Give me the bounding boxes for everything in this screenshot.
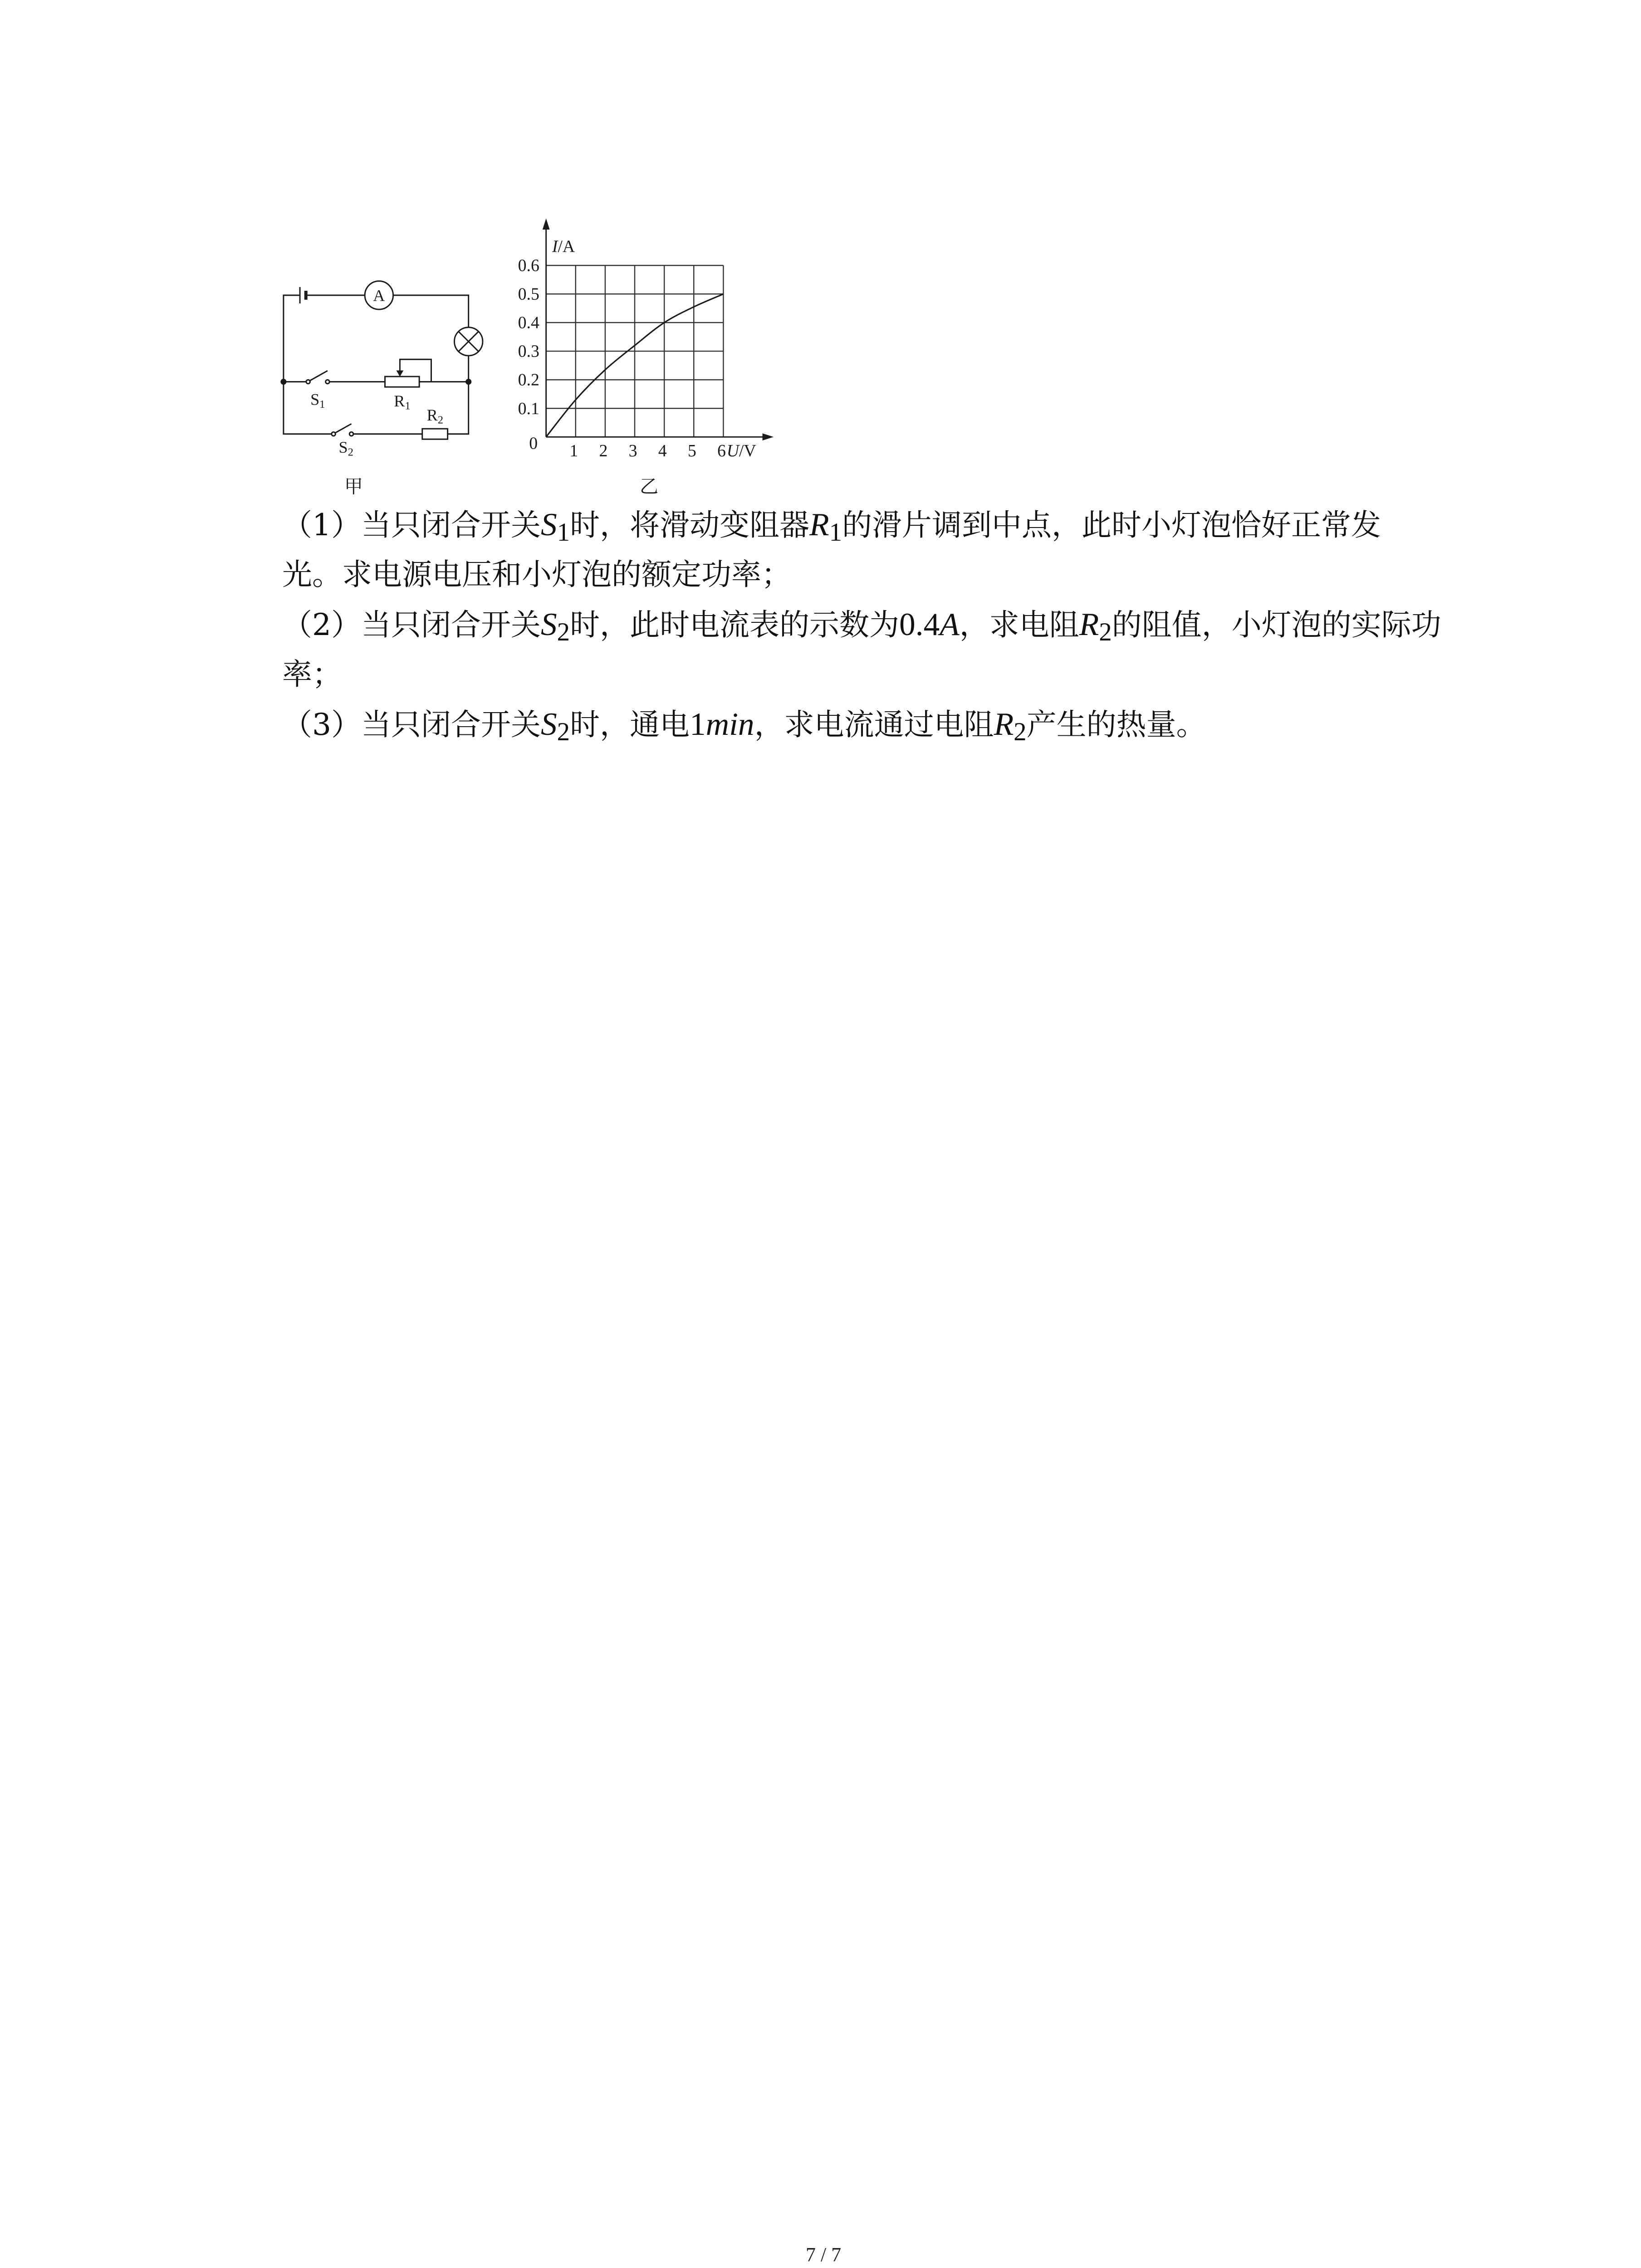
subscript: 2 [557,618,570,647]
switch-s2-lever [335,424,352,433]
subscript: 2 [1014,718,1027,747]
text-run: 时，通电 [570,707,690,742]
origin-label: 0 [529,434,538,453]
label-s1 [310,391,325,411]
junction-dot-left [280,379,286,385]
graph-caption: 乙 [640,475,659,498]
figures [269,209,791,507]
y-axis-unit: /A [558,237,575,256]
x-axis-unit: /V [739,441,756,461]
y-axis-arrow [543,219,550,230]
switch-s2-contact [332,432,336,436]
x-tick-label: 2 [599,441,608,461]
symbol-r: R [994,706,1014,742]
circuit-caption: 甲 [344,475,363,498]
text-run: 光。求电源电压和小灯泡的额定功率； [282,557,791,592]
y-tick-label: 0.4 [518,313,539,332]
switch-s1-contact [306,380,310,384]
x-tick-label: 3 [628,441,637,461]
question-1-line-2 [282,550,1441,600]
junction-dot-right [465,379,471,385]
symbol-s: S [541,507,557,543]
x-axis-symbol: U [726,441,739,461]
label-s2-letter: S [338,438,348,456]
text-run: 时，将滑动变阻器 [570,508,810,543]
graph-grid [546,265,724,437]
y-tick-label: 0.1 [518,399,539,418]
rheostat-slider-arrow [397,371,404,377]
question-2-line-1 [282,600,1441,650]
label-s2-sub: 2 [348,446,354,459]
text-run: 的阻值，小灯泡的实际功 [1112,607,1441,642]
unit-minute: min [705,706,754,742]
unit-ampere: A [940,606,960,642]
label-r2 [427,406,443,426]
x-axis-label [727,441,756,460]
label-r1-letter: R [394,391,405,410]
question-text [282,500,1441,749]
label-s1-sub: 1 [319,398,325,411]
text-run: 率； [282,657,342,692]
y-tick-label: 0.2 [518,370,539,390]
circuit-diagram [280,281,483,498]
label-r1-sub: 1 [405,400,411,412]
symbol-r: R [1079,606,1099,642]
text-run: ，求电流通过电阻 [754,707,994,742]
symbol-r: R [809,507,829,543]
x-tick-label: 6 [717,441,726,461]
subscript: 2 [557,718,570,747]
text-run: 的滑片调到中点，此时小灯泡恰好正常发 [842,508,1381,543]
text-run: 时，此时电流表的示数为 [570,607,900,642]
x-axis-arrow [763,433,774,440]
text-run: （2）当只闭合开关 [282,607,541,642]
y-axis-symbol: I [552,237,558,256]
label-s2 [339,438,353,459]
ammeter-label: A [373,286,385,305]
subscript: 1 [557,518,570,547]
resistor-r2 [422,429,448,439]
switch-s1-contact-right [326,380,330,384]
subscript: 1 [829,518,842,547]
text-run: 产生的热量。 [1026,707,1206,742]
text-run: （1）当只闭合开关 [282,508,541,543]
symbol-s: S [541,706,557,742]
switch-s2-contact-right [349,432,353,436]
time-value: 1 [690,706,706,742]
page-number: 7 / 7 [805,2244,842,2266]
label-r2-sub: 2 [437,414,444,426]
question-1-line-1 [282,500,1441,550]
rheostat-r1 [385,376,420,387]
y-tick-label: 0.3 [518,342,539,361]
label-r2-letter: R [426,406,438,425]
current-value: 0.4 [899,606,940,642]
subscript: 2 [1099,618,1112,647]
y-tick-label: 0.5 [518,284,539,304]
y-tick-label: 0.6 [518,256,539,275]
label-r1 [394,392,410,412]
x-tick-label: 5 [687,441,696,461]
iu-graph [518,219,774,498]
y-axis-label [552,237,575,256]
switch-s1-lever [310,371,328,381]
question-3-line-1 [282,699,1441,749]
tick-labels [518,256,726,460]
label-s1-letter: S [310,390,320,409]
text-run: （3）当只闭合开关 [282,707,541,742]
x-tick-label: 4 [658,441,667,461]
circuit-wire-outer [284,295,469,434]
text-run: ，求电阻 [959,607,1079,642]
question-2-line-2 [282,650,1441,699]
x-tick-label: 1 [569,441,578,461]
symbol-s: S [541,606,557,642]
